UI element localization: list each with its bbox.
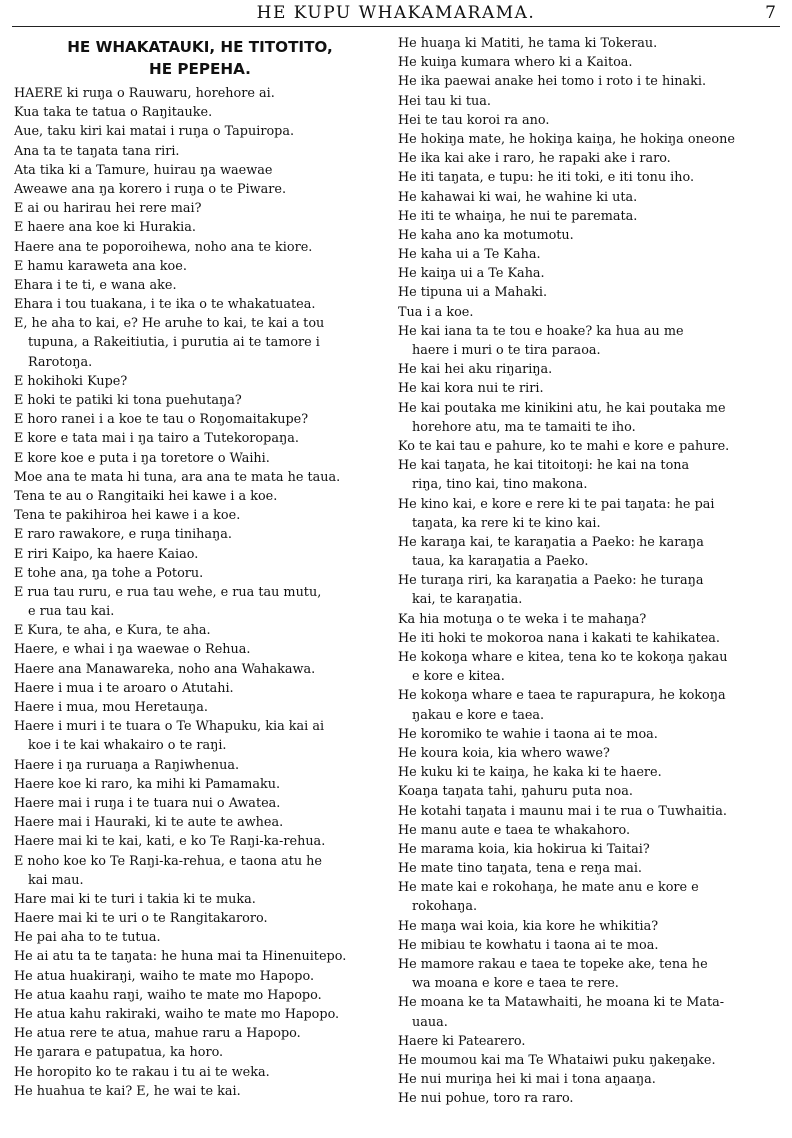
proverb-line: He iti hoki te mokoroa nana i kakati te kahikatea.: [398, 630, 720, 646]
proverb-line: He ŋarara e patupatua, ka horo.: [14, 1045, 224, 1061]
proverb-line: Kua taka te tatua o Raŋitauke.: [14, 105, 213, 121]
proverb-entry: [14, 698, 386, 717]
proverb-continuation-line: e rua tau kai.: [28, 604, 115, 620]
proverb-line: He kotahi taŋata i maunu mai i te rua o Tuwhaitia.: [398, 803, 727, 819]
proverb-line: E horo ranei i a koe te tau o Roŋomaitakupe?: [14, 412, 309, 428]
proverb-entry: [398, 34, 780, 53]
proverb-line: He kaha ui a Te Kaha.: [398, 247, 541, 263]
proverb-entry: [14, 468, 386, 487]
proverb-line: E riri Kaipo, ka haere Kaiao.: [14, 546, 199, 562]
proverb-line: Aue, taku kiri kai matai i ruŋa o Tapuiropa.: [14, 124, 295, 140]
proverb-line: He mibiau te kowhatu i taona ai te moa.: [398, 937, 659, 953]
proverb-entry: [14, 890, 386, 909]
proverb-entry: [398, 360, 780, 379]
proverb-entry: [398, 610, 780, 629]
proverb-continuation-line: taua, ka karaŋatia a Paeko.: [412, 554, 589, 570]
proverb-line: E ai ou harirau hei rere mai?: [14, 201, 202, 217]
proverb-entry: [14, 660, 386, 679]
proverb-line: He nui muriŋa hei ki mai i tona aŋaaŋa.: [398, 1072, 656, 1088]
header-rule: [12, 26, 780, 27]
proverb-line: Haere ki Patearero.: [398, 1033, 526, 1049]
proverb-line: He ai atu ta te taŋata: he huna mai ta Hinenuitepo.: [14, 949, 347, 965]
proverb-entry: [14, 391, 386, 410]
proverb-line: He karaŋa kai, te karaŋatia a Paeko: he karaŋa: [398, 534, 704, 550]
proverb-line: He marama koia, kia hokirua ki Taitai?: [398, 841, 650, 857]
proverb-line: Tena te pakihiroa hei kawe i a koe.: [14, 508, 241, 524]
proverb-entry: [14, 583, 386, 621]
proverb-line: He tipuna ui a Mahaki.: [398, 285, 548, 301]
proverb-line: He kokoŋa whare e kitea, tena ko te kokoŋa ŋakau: [398, 650, 728, 665]
proverb-line: E Kura, te aha, e Kura, te aha.: [14, 623, 211, 639]
running-title: HE KUPU WHAKAMARAMA.: [256, 3, 536, 23]
proverb-line: Haere i muri i te tuara o Te Whapuku, kia kai ai: [14, 719, 325, 735]
proverb-line: He kai poutaka me kinikini atu, he kai poutaka me: [398, 400, 726, 416]
proverb-continuation-line: koe i te kai whakairo o te raŋi.: [28, 738, 227, 754]
proverb-line: He huahua te kai? E, he wai te kai.: [14, 1083, 241, 1099]
proverb-entry: [14, 756, 386, 775]
proverb-line: E raro rawakore, e ruŋa tinihaŋa.: [14, 527, 232, 543]
proverb-line: E hokihoki Kupe?: [14, 373, 128, 389]
proverb-entry: [398, 399, 780, 437]
proverb-line: E hoki te patiki ki tona puehutaŋa?: [14, 393, 242, 408]
proverb-line: E noho koe ko Te Raŋi-ka-rehua, e taona atu he: [14, 853, 322, 869]
proverb-entry: [14, 180, 386, 199]
proverb-line: Haere mai i ruŋa i te tuara nui o Awatea.: [14, 795, 281, 811]
proverb-entry: [398, 53, 780, 72]
proverb-entry: [14, 1043, 386, 1062]
proverb-entry: [14, 199, 386, 218]
proverb-entry: [14, 967, 386, 986]
proverb-line: E haere ana koe ki Hurakia.: [14, 220, 196, 236]
proverb-entry: [14, 506, 386, 525]
proverb-entry: [14, 429, 386, 448]
proverb-line: He kahawai ki wai, he wahine ki uta.: [398, 189, 638, 205]
proverb-entry: [14, 449, 386, 468]
proverb-line: He pai aha to te tutua.: [14, 930, 161, 946]
proverb-line: He ika kai ake i raro, he rapaki ake i raro.: [398, 151, 671, 167]
proverb-entry: [14, 103, 386, 122]
proverb-line: He kino kai, e kore e rere ki te pai taŋata: he pai: [398, 496, 715, 512]
proverb-entry: [398, 533, 780, 571]
proverb-entry: [398, 379, 780, 398]
proverb-line: He kai iana ta te tou e hoake? ka hua au me: [398, 323, 684, 339]
proverb-continuation-line: kai, te karaŋatia.: [412, 592, 523, 608]
proverb-line: Tena te au o Rangitaiki hei kawe i a koe.: [14, 488, 278, 504]
proverb-entry: [14, 295, 386, 314]
proverb-entry: [398, 207, 780, 226]
proverb-entry: [398, 993, 780, 1031]
proverb-continuation-line: haere i muri o te tira paraoa.: [412, 343, 601, 358]
proverb-line: Haere mai ki te kai, kati, e ko Te Raŋi-ka-rehua.: [14, 834, 326, 850]
proverb-entry: [14, 986, 386, 1005]
proverb-entry: [398, 1051, 780, 1070]
proverb-entry: [398, 821, 780, 840]
proverb-entry: [398, 878, 780, 916]
proverb-line: Haere i mua i te aroaro o Atutahi.: [14, 680, 234, 696]
right-column: [398, 34, 780, 1109]
proverb-entry: [14, 909, 386, 928]
section-title: [14, 36, 386, 80]
proverb-entry: [398, 168, 780, 187]
proverb-entry: [398, 571, 780, 609]
proverb-entry: [398, 763, 780, 782]
proverb-line: He moumou kai ma Te Whataiwi puku ŋakeŋake.: [398, 1052, 716, 1068]
proverb-line: Ana ta te taŋata tana riri.: [14, 143, 180, 159]
proverb-entry: [398, 629, 780, 648]
proverb-line: He koromiko te wahie i taona ai te moa.: [398, 726, 658, 742]
proverb-line: Haere i ŋa ruruaŋa a Raŋiwhenua.: [14, 757, 240, 773]
proverb-line: E hamu karaweta ana koe.: [14, 258, 187, 274]
proverb-entry: [14, 928, 386, 947]
proverb-entry: [14, 372, 386, 391]
proverb-entry: [398, 1089, 780, 1108]
proverb-line: Haere mai ki te uri o te Rangitakaroro.: [14, 911, 268, 927]
proverb-continuation-line: e kore e kitea.: [412, 669, 505, 685]
proverb-entry: [398, 72, 780, 91]
proverb-line: Hare mai ki te turi i takia ki te muka.: [14, 891, 256, 907]
proverb-line: Haere ana Manawareka, noho ana Wahakawa.: [14, 661, 316, 677]
proverb-line: He hokiŋa mate, he hokiŋa kaiŋa, he hokiŋa oneone: [398, 131, 735, 147]
proverb-entry: [14, 640, 386, 659]
proverb-line: Koaŋa taŋata tahi, ŋahuru puta noa.: [398, 784, 633, 800]
proverb-continuation-line: tupuna, a Rakeitiutia, i purutia ai te tamore i: [28, 335, 320, 351]
proverb-line: Tua i a koe.: [398, 304, 474, 320]
proverb-line: Ata tika ki a Tamure, huirau ŋa waewae: [14, 162, 273, 178]
page-header: [0, 0, 792, 28]
proverb-line: Hei te tau koroi ra ano.: [398, 112, 550, 128]
proverb-entry: [398, 456, 780, 494]
proverb-entry: [14, 1082, 386, 1101]
proverb-line: Haere, e whai i ŋa waewae o Rehua.: [14, 642, 251, 658]
proverb-entry: [14, 487, 386, 506]
proverb-entry: [398, 725, 780, 744]
proverb-entry: [14, 794, 386, 813]
proverb-entry: [14, 679, 386, 698]
proverb-entry: [398, 955, 780, 993]
proverb-line: Ehara i tou tuakana, i te ika o te whakatuatea.: [14, 297, 316, 313]
proverb-entry: [14, 122, 386, 141]
proverb-entry: [14, 947, 386, 966]
proverb-entry: [14, 84, 386, 103]
proverb-line: He mate tino taŋata, tena e reŋa mai.: [398, 861, 642, 877]
proverb-entry: [398, 303, 780, 322]
proverb-line: Haere koe ki raro, ka mihi ki Pamamaku.: [14, 776, 281, 792]
proverb-entry: [398, 149, 780, 168]
proverb-line: He iti te whaiŋa, he nui te paremata.: [398, 208, 638, 224]
proverb-entry: [398, 1070, 780, 1089]
proverb-line: Ko te kai tau e pahure, ko te mahi e kore e pahure.: [398, 438, 730, 454]
proverb-line: He atua kaahu raŋi, waiho te mate mo Hapopo.: [14, 987, 322, 1003]
proverb-entry: [398, 245, 780, 264]
proverb-line: He horopito ko te rakau i tu ai te weka.: [14, 1064, 270, 1080]
proverb-entry: [398, 686, 780, 724]
proverb-continuation-line: riŋa, tino kai, tino makona.: [412, 477, 588, 493]
proverb-entry: [14, 717, 386, 755]
proverb-entry: [398, 744, 780, 763]
proverb-continuation-line: taŋata, ka rere ki te kino kai.: [412, 515, 601, 531]
proverb-line: E, he aha to kai, e? He aruhe to kai, te kai a tou: [14, 316, 325, 332]
proverb-entry: [14, 621, 386, 640]
proverb-line: He kokoŋa whare e taea te rapurapura, he kokoŋa: [398, 688, 726, 704]
proverb-entry: [398, 111, 780, 130]
proverb-line: He turaŋa riri, ka karaŋatia a Paeko: he turaŋa: [398, 573, 704, 589]
proverb-line: He kaha ano ka motumotu.: [398, 227, 574, 243]
proverb-entry: [398, 840, 780, 859]
proverb-continuation-line: kai mau.: [28, 872, 84, 888]
proverb-line: E tohe ana, ŋa tohe a Potoru.: [14, 565, 204, 581]
proverb-entry: [14, 545, 386, 564]
proverb-entry: [398, 782, 780, 801]
proverb-entry: [14, 276, 386, 295]
proverb-entry: [14, 1063, 386, 1082]
proverb-entry: [14, 775, 386, 794]
proverb-entry: [398, 322, 780, 360]
proverb-line: He atua kahu rakiraki, waiho te mate mo Hapopo.: [14, 1007, 340, 1022]
page-number: 7: [765, 3, 776, 23]
proverb-entry: [398, 802, 780, 821]
proverb-line: Ka hia motuŋa o te weka i te mahaŋa?: [398, 611, 647, 627]
proverb-line: Aweawe ana ŋa korero i ruŋa o te Piware.: [14, 181, 287, 197]
proverb-entry: [398, 188, 780, 207]
proverb-line: He kuiŋa kumara whero ki a Kaitoa.: [398, 55, 633, 71]
proverb-line: He iti taŋata, e tupu: he iti toki, e iti tonu iho.: [398, 170, 695, 186]
proverb-entry: [398, 92, 780, 111]
proverb-line: Haere mai i Hauraki, ki te aute te awhea.: [14, 815, 284, 831]
proverb-entry: [14, 1024, 386, 1043]
proverb-line: He kai taŋata, he kai titoitoŋi: he kai na tona: [398, 458, 690, 474]
proverb-line: He ika paewai anake hei tomo i roto i te hinaki.: [398, 74, 707, 90]
proverb-line: E kore koe e puta i ŋa toretore o Waihi.: [14, 450, 270, 466]
proverb-entry: [14, 525, 386, 544]
proverb-entry: [398, 917, 780, 936]
proverb-line: He kuku ki te kaiŋa, he kaka ki te haere.: [398, 765, 662, 781]
proverb-continuation-line: uaua.: [412, 1014, 448, 1030]
proverb-entry: [398, 437, 780, 456]
proverb-entry: [398, 130, 780, 149]
proverb-line: He huaŋa ki Matiti, he tama ki Tokerau.: [398, 36, 658, 51]
proverb-entry: [14, 142, 386, 161]
proverb-continuation-line: horehore atu, ma te tamaiti te iho.: [412, 419, 636, 435]
proverb-entry: [398, 936, 780, 955]
proverb-entry: [14, 564, 386, 583]
proverb-line: He maŋa wai koia, kia kore he whikitia?: [398, 918, 659, 934]
proverb-entry: [398, 226, 780, 245]
proverb-line: He manu aute e taea te whakahoro.: [398, 822, 631, 838]
proverb-line: E kore e tata mai i ŋa tairo a Tutekoropaŋa.: [14, 431, 299, 447]
proverb-continuation-line: ŋakau e kore e taea.: [412, 707, 545, 723]
proverb-line: Haere ana te poporoihewa, noho ana te kiore.: [14, 239, 313, 255]
proverb-line: He kai kora nui te riri.: [398, 381, 544, 397]
proverb-continuation-line: wa moana e kore e taea te rere.: [412, 976, 619, 992]
proverb-entry: [14, 852, 386, 890]
proverb-line: He atua huakiraŋi, waiho te mate mo Hapopo.: [14, 968, 315, 984]
proverb-line: He mate kai e rokohaŋa, he mate anu e kore e: [398, 880, 699, 896]
proverb-line: He koura koia, kia whero wawe?: [398, 745, 610, 761]
left-column: [14, 34, 386, 1101]
proverb-continuation-line: Rarotoŋa.: [28, 354, 93, 370]
proverb-entry: [398, 1032, 780, 1051]
proverb-line: Hei tau ki tua.: [398, 93, 491, 109]
proverb-entry: [398, 648, 780, 686]
proverb-entry: [398, 495, 780, 533]
section-title-line: HE PEPEHA.: [149, 60, 251, 78]
proverb-line: HAERE ki ruŋa o Rauwaru, horehore ai.: [14, 86, 275, 101]
proverb-entry: [14, 238, 386, 257]
proverb-line: Haere i mua, mou Heretauŋa.: [14, 700, 208, 715]
proverb-line: Moe ana te mata hi tuna, ara ana te mata he taua.: [14, 469, 341, 485]
proverb-continuation-line: rokohaŋa.: [412, 899, 478, 915]
proverb-line: He kai hei aku riŋariŋa.: [398, 362, 553, 378]
proverb-entry: [14, 832, 386, 851]
proverb-entry: [398, 859, 780, 878]
section-title-line: HE WHAKATAUKI, HE TITOTITO,: [67, 38, 333, 56]
proverb-line: He nui pohue, toro ra raro.: [398, 1091, 574, 1107]
proverb-line: Ehara i te ti, e wana ake.: [14, 277, 177, 293]
proverb-line: E rua tau ruru, e rua tau wehe, e rua tau mutu,: [14, 584, 322, 600]
proverb-entry: [14, 813, 386, 832]
proverb-line: He moana ke ta Matawhaiti, he moana ki te Mata-: [398, 995, 725, 1011]
proverb-entry: [14, 161, 386, 180]
proverb-line: He atua rere te atua, mahue raru a Hapopo.: [14, 1026, 301, 1042]
proverb-line: He kaiŋa ui a Te Kaha.: [398, 266, 545, 282]
proverb-entry: [398, 264, 780, 283]
proverb-entry: [14, 257, 386, 276]
proverb-entry: [14, 314, 386, 372]
proverb-line: He mamore rakau e taea te topeke ake, tena he: [398, 957, 708, 972]
proverb-entry: [14, 1005, 386, 1024]
proverb-entry: [14, 410, 386, 429]
proverb-entry: [398, 283, 780, 302]
proverb-entry: [14, 218, 386, 237]
